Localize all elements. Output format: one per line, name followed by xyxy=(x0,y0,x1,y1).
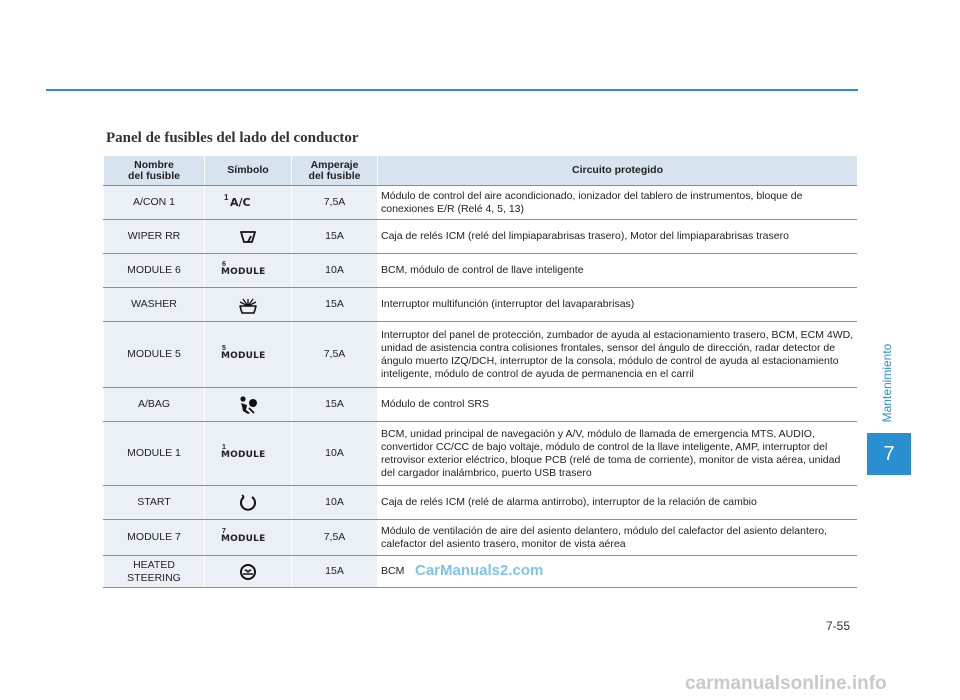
side-tab-label xyxy=(873,333,901,433)
symbol-number: 5 xyxy=(222,344,226,352)
header-amperage-line1: Amperaje xyxy=(310,158,359,171)
ac-symbol-icon xyxy=(220,191,276,211)
fuse-amperage: 10A xyxy=(292,254,378,288)
header-amperage-line2: del fusible xyxy=(308,169,361,182)
fuse-name: HEATED STEERING xyxy=(104,556,205,588)
fuse-circuit: Caja de relés ICM (relé de alarma antirrobo), interruptor de la relación de cambio xyxy=(378,486,858,520)
table-row xyxy=(104,186,858,220)
fuse-name: MODULE 7 xyxy=(104,520,205,556)
fuse-circuit: Módulo de ventilación de aire del asiento delantero, módulo del calefactor del asiento delantero, calefactor del asiento trasero, monitor de vista aérea xyxy=(378,520,858,556)
symbol-number: 1 xyxy=(224,192,229,202)
symbol-text: MODULE xyxy=(221,533,266,544)
table-row xyxy=(104,254,858,288)
module-symbol-icon xyxy=(220,442,276,462)
fuse-circuit: Caja de relés ICM (relé del limpiaparabrisas trasero), Motor del limpiaparabrisas trasero xyxy=(378,220,858,254)
symbol-number: 6 xyxy=(222,260,226,268)
symbol-text: A/C xyxy=(230,195,251,209)
fuse-amperage: 7,5A xyxy=(292,322,378,388)
rear-wiper-icon xyxy=(238,229,258,245)
table-row xyxy=(104,322,858,388)
fuse-circuit: Módulo de control SRS xyxy=(378,388,858,422)
fuse-circuit: Módulo de control del aire acondicionado, ionizador del tablero de instrumentos, bloque de conexiones E/R (Relé 4, 5, 13) xyxy=(378,186,858,220)
module-symbol-icon xyxy=(220,259,276,279)
fuse-circuit: BCM, módulo de control de llave inteligente xyxy=(378,254,858,288)
section-title: Panel de fusibles del lado del conductor xyxy=(106,130,359,146)
start-key-icon xyxy=(239,494,257,512)
table-row xyxy=(104,486,858,520)
symbol-number: 1 xyxy=(222,443,226,451)
header-fuse-name xyxy=(104,156,205,186)
table-row xyxy=(104,520,858,556)
header-symbol: Símbolo xyxy=(205,156,292,186)
fuse-symbol xyxy=(205,288,292,322)
fuse-circuit: BCM xyxy=(378,556,858,588)
fuse-amperage: 15A xyxy=(292,288,378,322)
header-fuse-name-line1: Nombre xyxy=(134,158,174,171)
side-tab-text: Mantenimiento xyxy=(880,343,894,423)
washer-icon xyxy=(238,296,258,314)
fuse-amperage: 7,5A xyxy=(292,520,378,556)
fuse-name: START xyxy=(104,486,205,520)
fuse-symbol xyxy=(205,556,292,588)
symbol-text: MODULE xyxy=(221,449,266,460)
fuse-amperage: 15A xyxy=(292,220,378,254)
airbag-icon xyxy=(237,395,259,415)
fuse-circuit: Interruptor multifunción (interruptor del lavaparabrisas) xyxy=(378,288,858,322)
fuse-circuit: Interruptor del panel de protección, zumbador de ayuda al estacionamiento trasero, BCM, ECM 4WD, unidad de asistencia contra colisiones frontales, sensor del ángulo de dirección, radar detector de ángulo muerto IZQ/DCH, interruptor de la consola, módulo de control de ayuda al estacionamiento inteligente, módulo de control de ayuda de permanencia en el carril xyxy=(378,322,858,388)
chapter-badge: 7 xyxy=(867,433,911,475)
header-fuse-name-line2: del fusible xyxy=(128,169,180,182)
fuse-circuit: BCM, unidad principal de navegación y A/V, módulo de llamada de emergencia MTS, AUDIO, convertidor CC/CC de bajo voltaje, módulo de control de la llave inteligente, AMP, interruptor del retrovisor exterior eléctrico, bloque PCB (relé de toma de corriente), monitor de vista aérea, unidad del cargador inalámbrico, puerto USB trasero xyxy=(378,422,858,486)
fuse-symbol xyxy=(205,322,292,388)
fuse-amperage: 7,5A xyxy=(292,186,378,220)
fuse-symbol xyxy=(205,254,292,288)
fuse-table xyxy=(103,156,857,588)
symbol-text: MODULE xyxy=(221,350,266,361)
fuse-name: MODULE 6 xyxy=(104,254,205,288)
fuse-name: MODULE 5 xyxy=(104,322,205,388)
fuse-amperage: 15A xyxy=(292,556,378,588)
fuse-name: A/CON 1 xyxy=(104,186,205,220)
module-symbol-icon xyxy=(220,343,276,363)
module-symbol-icon xyxy=(220,526,276,546)
fuse-symbol xyxy=(205,220,292,254)
heated-steering-icon xyxy=(239,563,257,581)
fuse-name: WASHER xyxy=(104,288,205,322)
table-row xyxy=(104,388,858,422)
header-circuit: Circuito protegido xyxy=(378,156,858,186)
page-number: 7-55 xyxy=(826,619,851,633)
fuse-name: MODULE 1 xyxy=(104,422,205,486)
table-header-row xyxy=(104,156,858,186)
symbol-number: 7 xyxy=(222,527,226,535)
table-row xyxy=(104,288,858,322)
watermark-top: CarManuals2.com xyxy=(415,562,544,579)
fuse-amperage: 10A xyxy=(292,422,378,486)
fuse-amperage: 15A xyxy=(292,388,378,422)
fuse-symbol xyxy=(205,520,292,556)
fuse-symbol xyxy=(205,422,292,486)
watermark-bottom: carmanualsonline.info xyxy=(685,673,887,694)
header-amperage xyxy=(292,156,378,186)
fuse-symbol xyxy=(205,186,292,220)
fuse-amperage: 10A xyxy=(292,486,378,520)
fuse-name: A/BAG xyxy=(104,388,205,422)
table-row xyxy=(104,220,858,254)
top-rule xyxy=(46,89,858,91)
symbol-text: MODULE xyxy=(221,266,266,277)
fuse-symbol xyxy=(205,486,292,520)
fuse-name: WIPER RR xyxy=(104,220,205,254)
fuse-symbol xyxy=(205,388,292,422)
table-row xyxy=(104,422,858,486)
